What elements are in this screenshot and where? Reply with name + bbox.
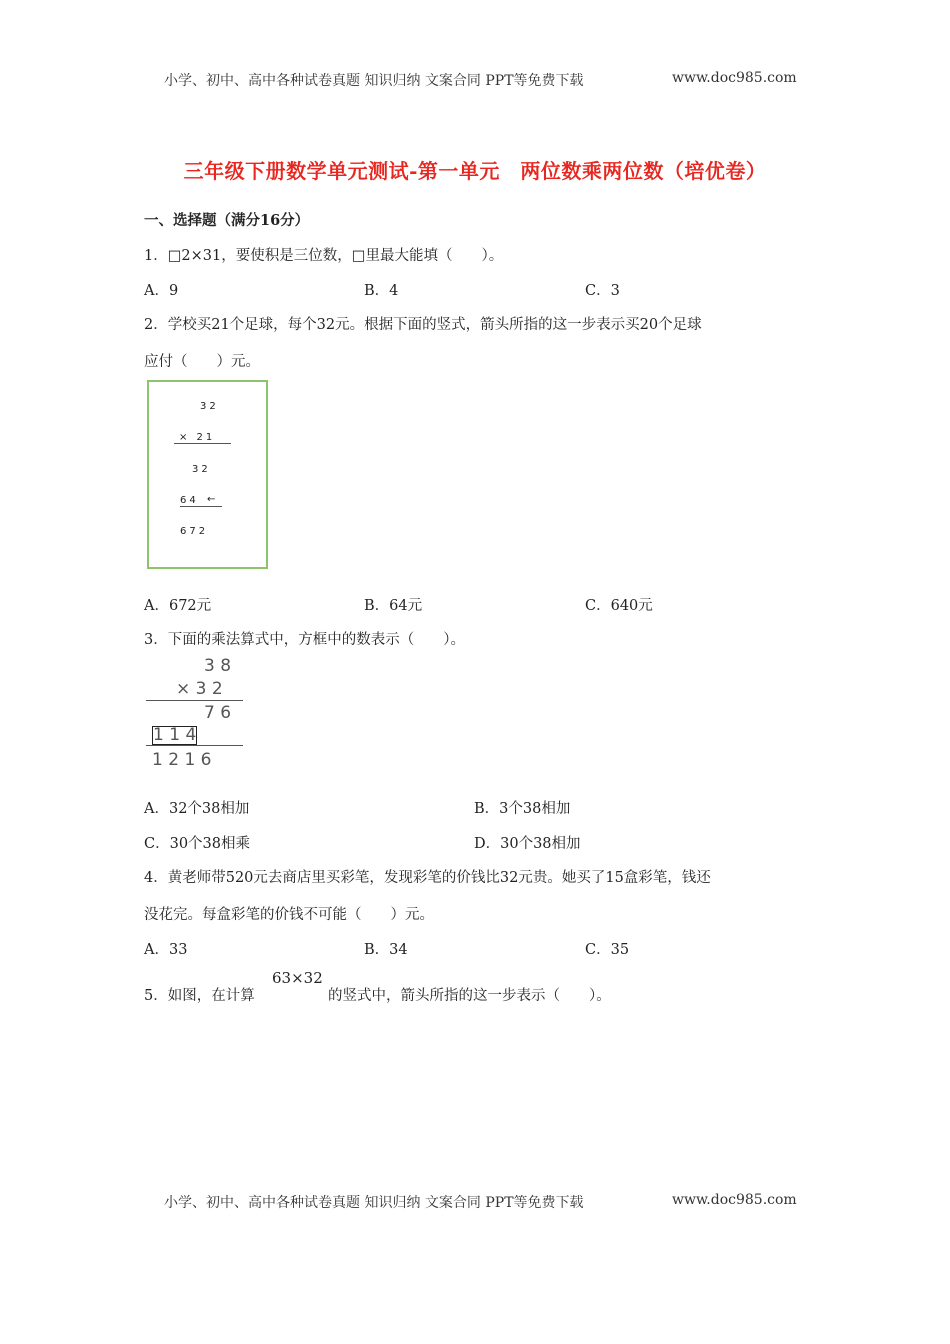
q2-option-c: C．640元: [585, 598, 653, 614]
q5-text-post: 的竖式中，箭头所指的这一步表示（ ）。: [328, 988, 611, 1004]
q3-option-b: B．3个38相加: [474, 801, 571, 817]
page-title: 三年级下册数学单元测试-第一单元 两位数乘两位数（培优卷）: [183, 159, 767, 183]
q1-option-b: B．4: [364, 283, 399, 299]
q3-calc-row2: × 3 2: [176, 679, 223, 699]
q3-text: 3．下面的乘法算式中，方框中的数表示（ ）。: [144, 632, 465, 648]
q4-option-a: A．33: [144, 942, 188, 958]
q3-calc-row3: 7 6: [204, 703, 232, 723]
q5-text-pre: 5．如图，在计算: [144, 988, 255, 1004]
q2-text-line1: 2．学校买21个足球，每个32元。根据下面的竖式，箭头所指的这一步表示买20个足球: [144, 317, 702, 333]
q4-text-line1: 4．黄老师带520元去商店里买彩笔，发现彩笔的价钱比32元贵。她买了15盒彩笔，钱还: [144, 870, 711, 886]
q2-calc-row5: 672: [180, 526, 209, 537]
header-text: 小学、初中、高中各种试卷真题 知识归纳 文案合同 PPT等免费下载: [164, 73, 584, 89]
q2-option-a: A．672元: [144, 598, 212, 614]
q3-option-c: C．30个38相乘: [144, 836, 250, 852]
header-site[interactable]: www.doc985.com: [672, 70, 797, 86]
q1-option-c: C．3: [585, 283, 620, 299]
q4-option-b: B．34: [364, 942, 408, 958]
q4-text-line2: 没花完。每盒彩笔的价钱不可能（ ）元。: [144, 907, 434, 923]
footer-site[interactable]: www.doc985.com: [672, 1192, 797, 1208]
q2-calc-row3: 32: [192, 464, 211, 475]
q2-option-b: B．64元: [364, 598, 423, 614]
q2-text-line2: 应付（ ）元。: [144, 354, 260, 370]
q1-option-a: A．9: [144, 283, 179, 299]
footer-text: 小学、初中、高中各种试卷真题 知识归纳 文案合同 PPT等免费下载: [164, 1195, 584, 1211]
q2-calc-row2: × 21: [179, 432, 216, 443]
q3-option-d: D．30个38相加: [474, 836, 581, 852]
q3-option-a: A．32个38相加: [144, 801, 250, 817]
arrow-left-icon: ←: [207, 494, 219, 505]
q4-option-c: C．35: [585, 942, 630, 958]
q3-calc-row1: 3 8: [204, 656, 232, 676]
q2-calc-row1: 32: [200, 401, 219, 412]
q1-text: 1．□2×31，要使积是三位数，□里最大能填（ ）。: [144, 248, 504, 264]
q2-calc-row4: 64: [180, 495, 199, 506]
q3-calc-row5: 1 2 1 6: [152, 750, 212, 770]
section-heading: 一、选择题（满分16分）: [144, 212, 310, 229]
q3-boxed-number: 1 1 4: [153, 725, 197, 745]
q5-formula: 63×32: [272, 969, 323, 987]
